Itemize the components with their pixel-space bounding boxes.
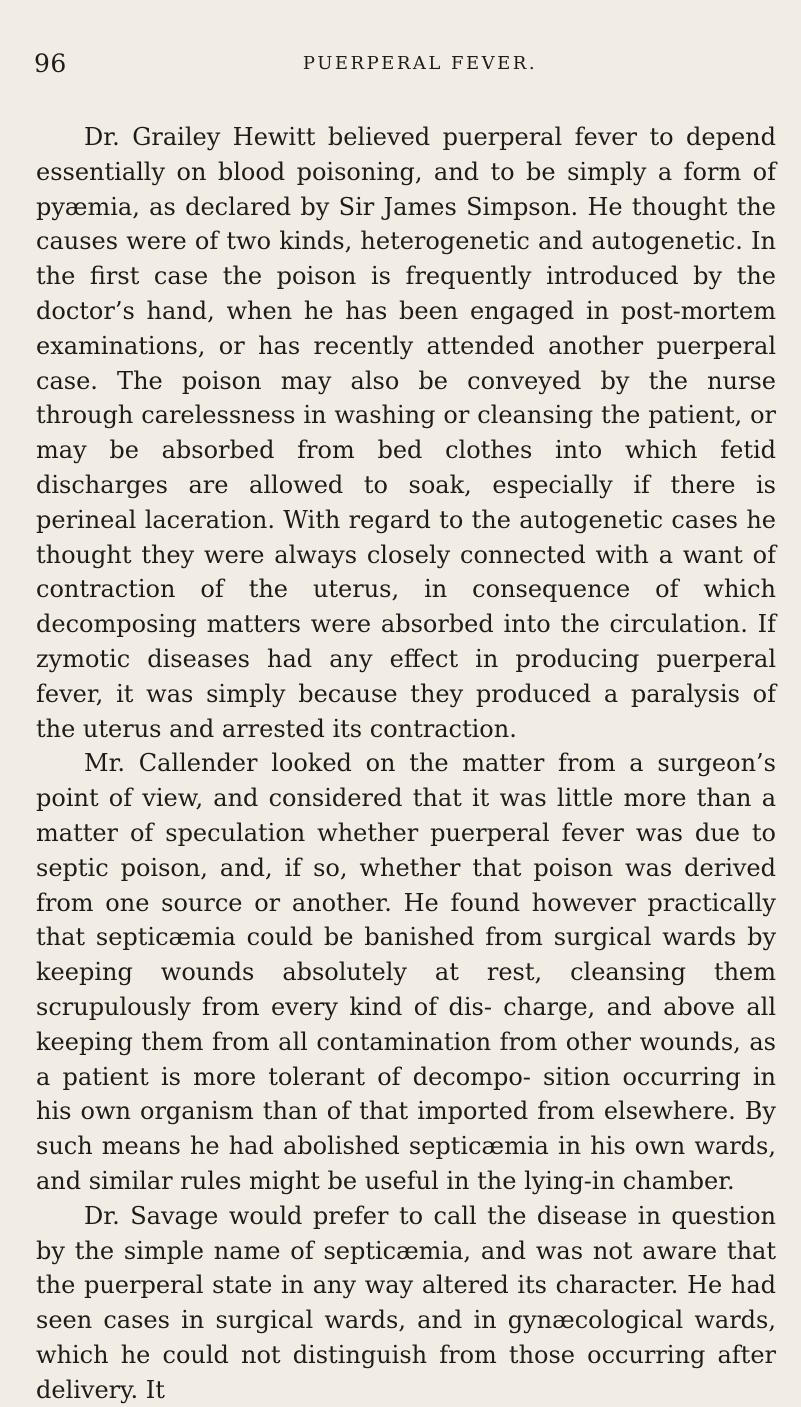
paragraph-callender: Mr. Callender looked on the matter from a surgeon’s point of view, and considered that it was little more than a matter of speculation whether puerperal fever was due to septic poison, and, if so, whether that poison was derived from one source or another. He found however practically that septicæmia could be banished from surgical wards by keeping wounds absolutely at rest, cleansing them scrupulously from every kind of dis- charge, and above all keeping them from all contamination from other wounds, as a patient is more tolerant of decompo- sition occurring in his own organism than of that imported from elsewhere. By such means he had abolished septicæmia in his own wards, and similar rules might be useful in the lying-in chamber. [36, 749, 776, 1195]
page-number: 96 [34, 49, 67, 78]
paragraph-hewitt: Dr. Grailey Hewitt believed puerperal fever to depend essentially on blood poisoning, and to be simply a form of pyæmia, as declared by Sir James Simpson. He thought the causes were of two kinds, heterogenetic and autogenetic. In the first case the poison is frequently introduced by the doctor’s hand, when he has been engaged in post-mortem examinations, or has recently attended another puerperal case. The poison may also be conveyed by the nurse through carelessness in washing or cleansing the patient, or may be absorbed from bed clothes into which fetid discharges are allowed to soak, especially if there is perineal laceration. With regard to the autogenetic cases he thought they were always closely connected with a want of contraction of the uterus, in consequence of which decomposing matters were absorbed into the circulation. If zymotic diseases had any effect in producing puerperal fever, it was simply because they produced a paralysis of the uterus and arrested its contraction. [36, 123, 776, 743]
paragraph-savage: Dr. Savage would prefer to call the disease in question by the simple name of septicæmia, and was not aware that the puerperal state in any way altered its character. He had seen cases in surgical wards, and in gynæcological wards, which he could not distinguish from those occurring after delivery. It [36, 1201, 776, 1404]
body-text [36, 120, 776, 1407]
running-head: PUERPERAL FEVER. [302, 53, 538, 74]
page-header [0, 46, 801, 86]
